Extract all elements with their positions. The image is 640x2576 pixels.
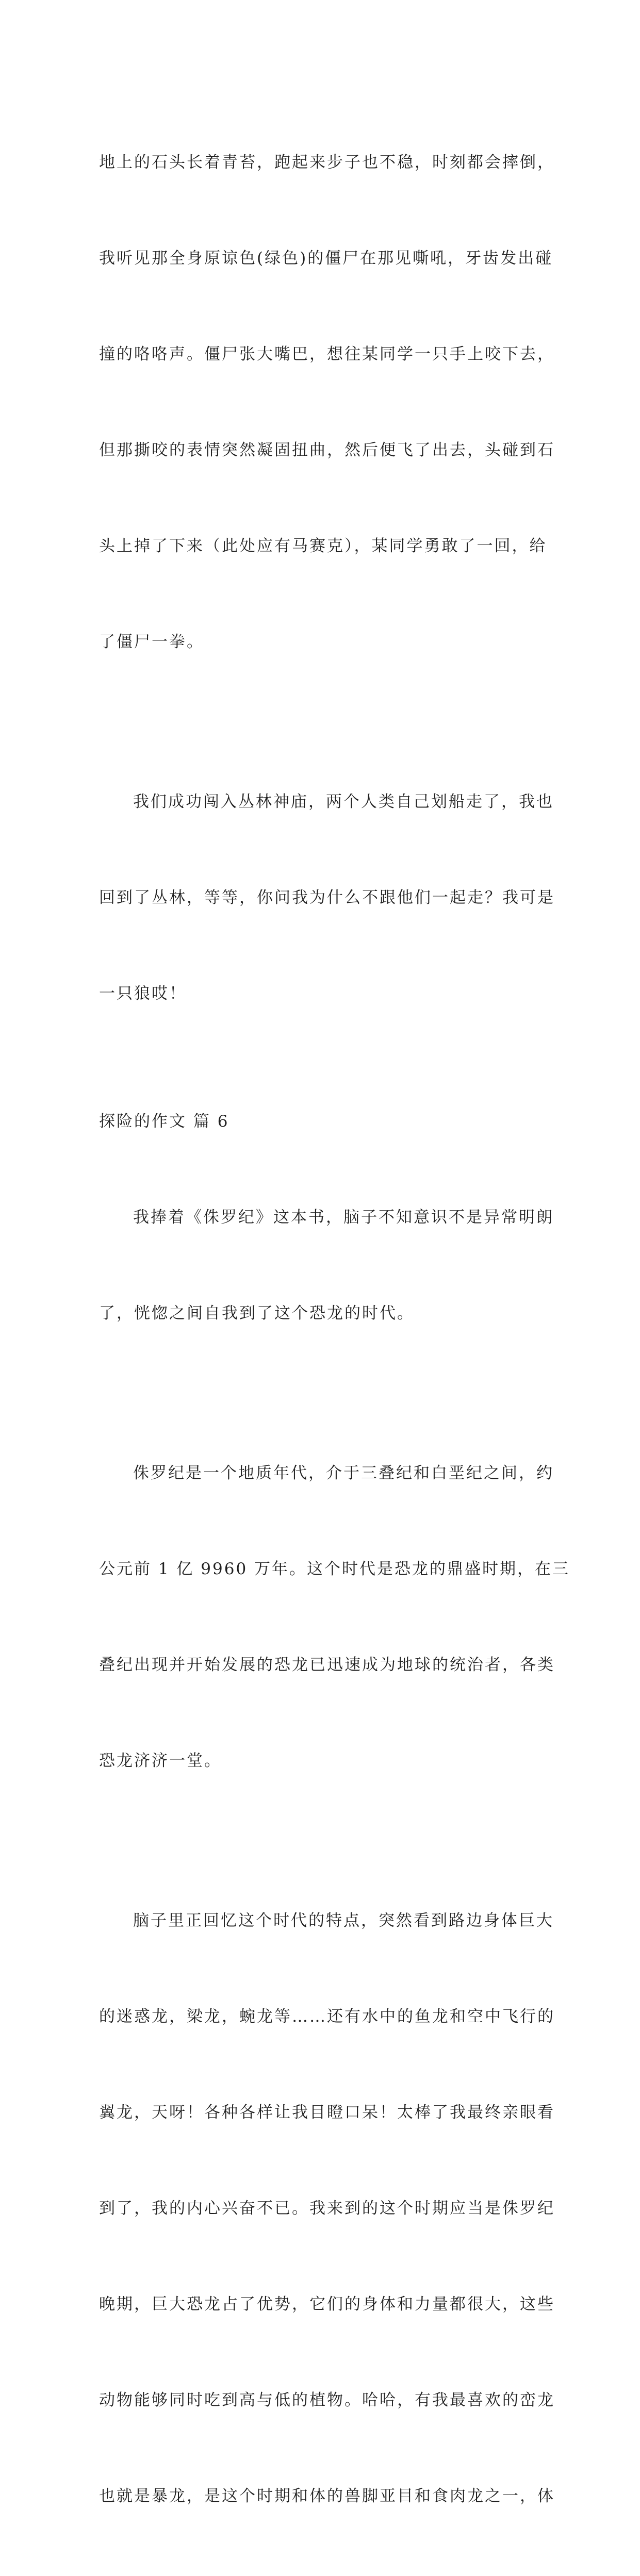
paragraph-4 [99,1393,570,1841]
text-line: 地上的石头长着青苔，跑起来步子也不稳，时刻都会摔倒， [99,153,555,172]
section-gap [99,1074,553,1105]
text-line: 恐龙济济一堂。 [99,1752,222,1770]
text-line: 叠纪出现并开始发展的恐龙已迅速成为地球的统治者，各类 [99,1656,555,1674]
document-body [99,82,570,2576]
text-line: 我捧着《侏罗纪》这本书，脑子不知意识不是异常明朗 [133,1208,554,1227]
paragraph-1 [99,82,553,722]
text-line: 回到了丛林，等等，你问我为什么不跟他们一起走？我可是 [99,888,555,907]
paragraph-3 [99,1137,553,1393]
text-line: 我听见那全身原谅色(绿色)的僵尸在那见嘶吼，牙齿发出碰 [99,249,553,268]
text-line: 头上掉了下来（此处应有马赛克），某同学勇敢了一回，给 [99,537,547,555]
text-line: 一只狼哎！ [99,984,187,1003]
text-line: 的迷惑龙，梁龙，蜿龙等……还有水中的鱼龙和空中飞行的 [99,2007,555,2026]
text-line: 公元前 1 亿 9960 万年。这个时代是恐龙的鼎盛时期，在三 [99,1560,570,1578]
paragraph-5 [99,1841,553,2576]
text-line: 也就是暴龙，是这个时期和体的兽脚亚目和食肉龙之一，体 [99,2487,555,2505]
text-line: 了，恍惚之间自我到了这个恐龙的时代。 [99,1304,415,1323]
text-line: 脑子里正回忆这个时代的特点，突然看到路边身体巨大 [133,1911,554,1930]
text-line: 动物能够同时吃到高与低的植物。哈哈，有我最喜欢的峦龙 [99,2391,555,2409]
section-heading: 探险的作文 篇 6 [99,1112,229,1131]
paragraph-2 [99,722,553,1074]
text-line: 晚期，巨大恐龙占了优势，它们的身体和力量都很大，这些 [99,2295,555,2314]
text-line: 翼龙，天呀！各种各样让我目瞪口呆！太棒了我最终亲眼看 [99,2103,555,2122]
text-line: 但那撕咬的表情突然凝固扭曲，然后便飞了出去，头碰到石 [99,441,555,459]
text-line: 撞的咯咯声。僵尸张大嘴巴，想往某同学一只手上咬下去， [99,345,555,364]
text-line: 到了，我的内心兴奋不已。我来到的这个时期应当是侏罗纪 [99,2199,555,2218]
text-line: 了僵尸一拳。 [99,633,204,651]
text-line: 侏罗纪是一个地质年代，介于三叠纪和白垩纪之间，约 [133,1464,554,1482]
text-line: 我们成功闯入丛林神庙，两个人类自己划船走了，我也 [133,792,554,811]
